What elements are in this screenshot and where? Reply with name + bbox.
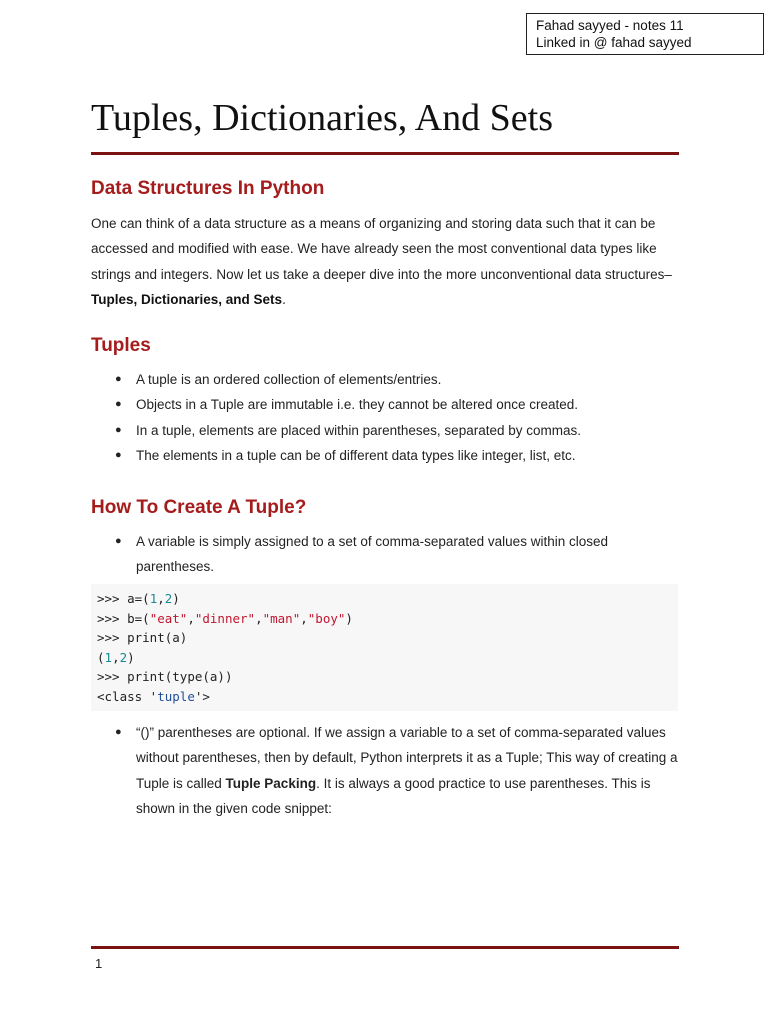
section-heading-tuples: Tuples [91, 335, 151, 356]
list-item [91, 529, 681, 580]
intro-text: One can think of a data structure as a means of organizing and storing data such that it can be accessed and modified with ease. We have already seen the most conventional data types like strings and integers. Now let us take a deeper dive into the more unconventional data structures– [91, 216, 672, 282]
code-line-3: >>> print(a) [97, 630, 188, 645]
tuple-packing-bold: Tuple Packing [225, 775, 317, 791]
list-item-text: In a tuple, elements are placed within parentheses, separated by commas. [136, 422, 581, 438]
title-divider [91, 152, 679, 155]
footer-divider [91, 946, 679, 949]
list-item [91, 367, 681, 392]
list-item [91, 720, 681, 821]
author-note-line-2: Linked in @ fahad sayyed [536, 35, 692, 50]
code-line-1: >>> a=(1,2) [97, 591, 180, 606]
list-item-text: A variable is simply assigned to a set of comma-separated values within closed parentheses. [136, 534, 608, 575]
list-item [91, 392, 681, 417]
create-bullet-list-2 [91, 720, 681, 821]
list-item [91, 418, 681, 443]
intro-bold-text: Tuples, Dictionaries, and Sets [91, 291, 283, 307]
list-item-text: A tuple is an ordered collection of elements/entries. [136, 372, 442, 387]
bullet-icon: ● [115, 726, 122, 738]
code-line-4: (1,2) [97, 649, 135, 665]
intro-end: . [282, 291, 286, 307]
bullet-icon: ● [115, 535, 122, 547]
intro-paragraph [91, 211, 691, 312]
code-line-6: <class 'tuple'> [97, 688, 210, 704]
section-heading-data-structures: Data Structures In Python [91, 178, 325, 199]
create-bullet-list-1 [91, 529, 681, 580]
tuples-bullet-list [91, 367, 681, 468]
document-title: Tuples, Dictionaries, And Sets [91, 97, 553, 139]
code-line-5: >>> print(type(a)) [97, 669, 233, 684]
list-item-text: “()” parentheses are optional. If we assign a variable to a set of comma-separated values without parentheses, then by default, Python interprets it as a Tuple; This way of creating a Tuple is called Tuple Packing. It is always a good practice to use parentheses. This is shown in the given code snippet: [136, 725, 678, 816]
bullet-icon: ● [115, 398, 122, 411]
bullet-icon: ● [115, 423, 122, 436]
bullet-icon: ● [115, 373, 122, 385]
list-item-text: Objects in a Tuple are immutable i.e. they cannot be altered once created. [136, 397, 579, 413]
section-heading-create-tuple: How To Create A Tuple? [91, 497, 307, 518]
author-note-box [526, 13, 764, 55]
author-note-line-1: Fahad sayyed - notes 11 [536, 18, 684, 33]
code-snippet [91, 584, 678, 711]
bullet-icon: ● [115, 448, 122, 461]
list-item-text: The elements in a tuple can be of different data types like integer, list, etc. [136, 447, 576, 463]
page-number: 1 [95, 956, 103, 971]
code-line-2: >>> b=("eat","dinner","man","boy") [97, 610, 353, 626]
list-item [91, 443, 681, 468]
